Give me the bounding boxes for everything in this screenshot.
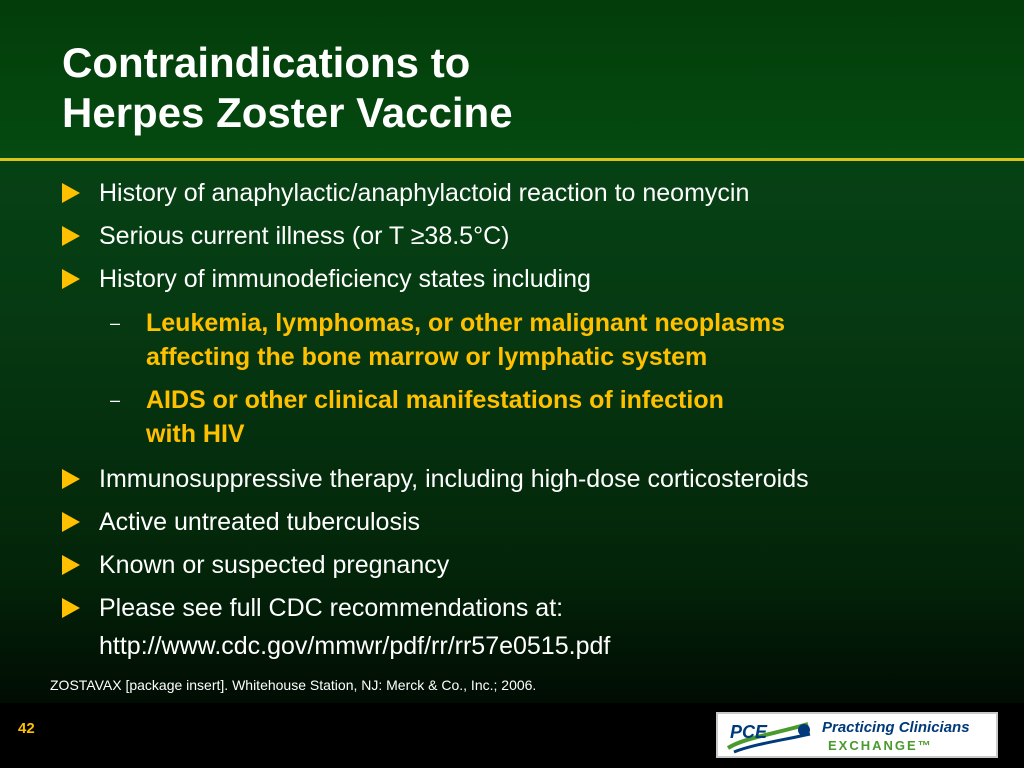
bullet-text: Please see full CDC recommendations at: — [99, 594, 564, 622]
pce-logo-mark-icon — [724, 718, 812, 754]
page-number: 42 — [18, 720, 35, 737]
bullet-text: Serious current illness (or T ≥38.5°C) — [99, 222, 510, 250]
title-line-2: Herpes Zoster Vaccine — [62, 89, 513, 136]
bullet-arrow-icon — [62, 269, 80, 289]
bullet-text: Immunosuppressive therapy, including high-dose corticosteroids — [99, 465, 809, 493]
logo-mark-text: PCE — [730, 722, 768, 742]
bullet-arrow-icon — [62, 183, 80, 203]
bullet-arrow-icon — [62, 555, 80, 575]
cdc-link[interactable]: http://www.cdc.gov/mmwr/pdf/rr/rr57e0515.pdf — [99, 632, 611, 660]
dash-icon: – — [110, 313, 121, 333]
logo-line-2: EXCHANGE™ — [828, 738, 933, 753]
sub-bullet-line: affecting the bone marrow or lymphatic system — [146, 343, 708, 371]
sub-bullet-line: AIDS or other clinical manifestations of infection — [146, 386, 724, 414]
reference-citation: ZOSTAVAX [package insert]. Whitehouse Station, NJ: Merck & Co., Inc.; 2006. — [50, 677, 537, 693]
bullet-arrow-icon — [62, 469, 80, 489]
bullet-arrow-icon — [62, 598, 80, 618]
pce-logo — [716, 712, 998, 758]
bullet-arrow-icon — [62, 512, 80, 532]
bullet-text: History of anaphylactic/anaphylactoid reaction to neomycin — [99, 179, 750, 207]
sub-bullet-line: with HIV — [146, 420, 245, 448]
logo-line-1: Practicing Clinicians — [822, 719, 970, 736]
sub-bullet-text — [146, 383, 724, 451]
bullet-text: History of immunodeficiency states including — [99, 265, 591, 293]
bullet-arrow-icon — [62, 226, 80, 246]
title-line-1: Contraindications to — [62, 39, 471, 86]
title-divider — [0, 158, 1024, 161]
sub-bullet-line: Leukemia, lymphomas, or other malignant neoplasms — [146, 309, 786, 337]
bullet-text: Active untreated tuberculosis — [99, 508, 421, 536]
sub-bullet-text — [146, 306, 785, 374]
dash-icon: – — [110, 390, 121, 410]
bullet-text: Known or suspected pregnancy — [99, 551, 450, 579]
slide-title — [62, 38, 513, 138]
